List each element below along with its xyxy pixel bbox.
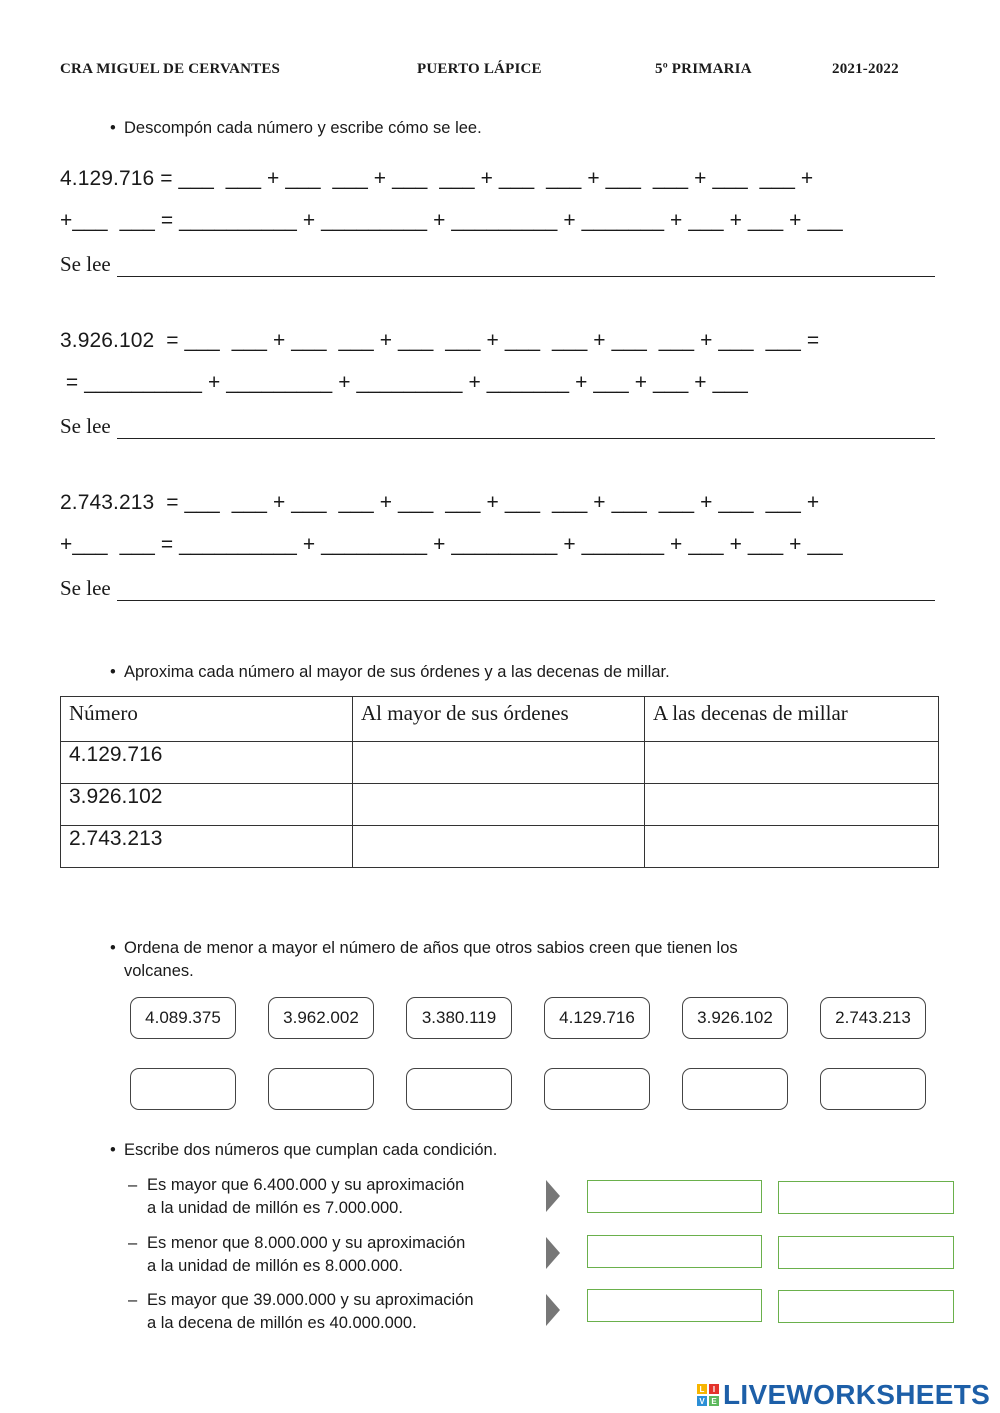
arrow-right-icon <box>546 1294 560 1326</box>
logo-grid-icon <box>697 1384 719 1406</box>
number-card: 4.089.375 <box>130 997 236 1039</box>
answer-input[interactable] <box>778 1181 954 1214</box>
answer-cell[interactable] <box>645 784 939 826</box>
read-answer-line[interactable] <box>117 582 935 601</box>
order-answer-box[interactable] <box>682 1068 788 1110</box>
logo-letter: I <box>709 1384 719 1394</box>
read-label: Se lee <box>60 414 111 438</box>
read-line-2[interactable] <box>60 409 935 439</box>
decomposition-line-2a[interactable]: 3.926.102 = ___ ___ + ___ ___ + ___ ___ + ___ ___ + ___ ___ + ___ ___ = <box>60 329 820 352</box>
column-header-largest-order: Al mayor de sus órdenes <box>353 697 645 742</box>
logo-letter: V <box>697 1396 707 1406</box>
table-header-row <box>61 697 939 742</box>
section2-instruction <box>110 663 670 682</box>
liveworksheets-logo <box>697 1379 990 1411</box>
grade-label: 5º PRIMARIA <box>655 61 752 77</box>
condition-2: – Es menor que 8.000.000 y su aproximación a la unidad de millón es 8.000.000. <box>128 1234 466 1275</box>
town-name: PUERTO LÁPICE <box>417 61 542 77</box>
section4-instruction <box>110 1141 497 1160</box>
bullet-icon: • <box>110 939 116 957</box>
answer-cell[interactable] <box>353 784 645 826</box>
answer-cell[interactable] <box>353 742 645 784</box>
condition-text-2: a la decena de millón es 40.000.000. <box>147 1314 417 1332</box>
read-answer-line[interactable] <box>117 420 935 439</box>
order-answer-box[interactable] <box>130 1068 236 1110</box>
condition-text: Es mayor que 6.400.000 y su aproximación <box>147 1176 465 1194</box>
table-cell-number: 4.129.716 <box>61 742 353 784</box>
logo-letter: L <box>697 1384 707 1394</box>
arrow-right-icon <box>546 1237 560 1269</box>
read-label: Se lee <box>60 252 111 276</box>
column-header-ten-thousands: A las decenas de millar <box>645 697 939 742</box>
approximation-table <box>60 696 939 868</box>
section1-instruction-text: Descompón cada número y escribe cómo se lee. <box>124 119 482 137</box>
number-card: 2.743.213 <box>820 997 926 1039</box>
order-answer-box[interactable] <box>268 1068 374 1110</box>
table-cell-number: 2.743.213 <box>61 826 353 868</box>
condition-text-2: a la unidad de millón es 7.000.000. <box>147 1199 403 1217</box>
order-answer-box[interactable] <box>406 1068 512 1110</box>
bullet-icon: • <box>110 663 116 681</box>
logo-letter: E <box>709 1396 719 1406</box>
table-row <box>61 826 939 868</box>
section2-instruction-text: Aproxima cada número al mayor de sus órdenes y a las decenas de millar. <box>124 663 670 681</box>
answer-input[interactable] <box>587 1235 762 1268</box>
decomposition-line-3a[interactable]: 2.743.213 = ___ ___ + ___ ___ + ___ ___ + ___ ___ + ___ ___ + ___ ___ + <box>60 491 820 514</box>
answer-input[interactable] <box>587 1180 762 1213</box>
decomposition-line-1b[interactable]: +___ ___ = __________ + _________ + _________ + _______ + ___ + ___ + ___ <box>60 209 843 232</box>
condition-text-2: a la unidad de millón es 8.000.000. <box>147 1257 403 1275</box>
answer-cell[interactable] <box>645 742 939 784</box>
bullet-icon: • <box>110 1141 116 1159</box>
condition-text: Es menor que 8.000.000 y su aproximación <box>147 1234 466 1252</box>
table-cell-number: 3.926.102 <box>61 784 353 826</box>
answer-input[interactable] <box>778 1290 954 1323</box>
answer-input[interactable] <box>587 1289 762 1322</box>
order-answer-box[interactable] <box>544 1068 650 1110</box>
school-name: CRA MIGUEL DE CERVANTES <box>60 61 281 77</box>
column-header-number: Número <box>61 697 353 742</box>
condition-1: – Es mayor que 6.400.000 y su aproximación a la unidad de millón es 7.000.000. <box>128 1176 465 1217</box>
section3-instruction-text-2: volcanes. <box>124 962 194 980</box>
number-card: 3.962.002 <box>268 997 374 1039</box>
decomposition-line-2b[interactable]: = __________ + _________ + _________ + _______ + ___ + ___ + ___ <box>60 371 748 394</box>
table-row <box>61 784 939 826</box>
condition-text: Es mayor que 39.000.000 y su aproximación <box>147 1291 474 1309</box>
section3-instruction-text: Ordena de menor a mayor el número de años que otros sabios creen que tienen los <box>124 939 738 957</box>
condition-3: – Es mayor que 39.000.000 y su aproximación a la decena de millón es 40.000.000. <box>128 1291 474 1332</box>
table-row <box>61 742 939 784</box>
section4-instruction-text: Escribe dos números que cumplan cada condición. <box>124 1141 498 1159</box>
decomposition-line-3b[interactable]: +___ ___ = __________ + _________ + _________ + _______ + ___ + ___ + ___ <box>60 533 843 556</box>
section1-instruction <box>110 119 482 138</box>
read-line-1[interactable] <box>60 247 935 277</box>
read-answer-line[interactable] <box>117 258 935 277</box>
answer-cell[interactable] <box>353 826 645 868</box>
logo-text: LIVEWORKSHEETS <box>723 1379 991 1410</box>
number-card: 3.380.119 <box>406 997 512 1039</box>
arrow-right-icon <box>546 1180 560 1212</box>
school-year: 2021-2022 <box>832 61 899 77</box>
section3-instruction <box>110 937 738 983</box>
answer-input[interactable] <box>778 1236 954 1269</box>
order-answer-box[interactable] <box>820 1068 926 1110</box>
number-card: 4.129.716 <box>544 997 650 1039</box>
bullet-icon: • <box>110 119 116 137</box>
read-label: Se lee <box>60 576 111 600</box>
answer-cell[interactable] <box>645 826 939 868</box>
number-card: 3.926.102 <box>682 997 788 1039</box>
read-line-3[interactable] <box>60 571 935 601</box>
decomposition-line-1a[interactable]: 4.129.716 = ___ ___ + ___ ___ + ___ ___ + ___ ___ + ___ ___ + ___ ___ + <box>60 167 814 190</box>
